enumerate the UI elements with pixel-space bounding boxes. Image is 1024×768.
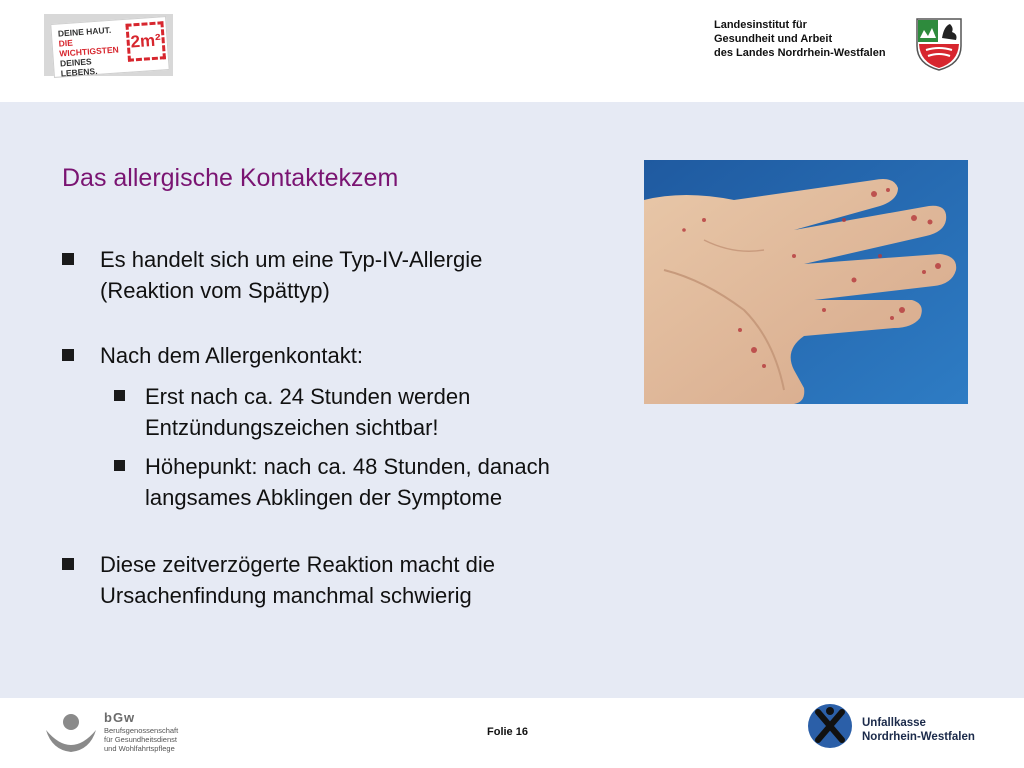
eczema-hand-photo [644,160,968,404]
institute-name-line1: Landesinstitut für [714,19,807,31]
bgw-subtitle-line1: Berufsgenossenschaft [104,726,179,735]
slide-number: Folie 16 [487,726,528,738]
bgw-subtitle-line2: für Gesundheitsdienst [104,735,177,744]
campaign-slogan [58,24,131,79]
bgw-subtitle [104,726,178,753]
bullet-text-line: (Reaktion vom Spättyp) [100,278,330,303]
nrw-crest-icon [914,16,964,72]
slide-title: Das allergische Kontaktekzem [62,164,399,192]
unfallkasse-symbol-icon [806,702,854,750]
sub-bullet-text-line: Entzündungszeichen sichtbar! [145,415,439,440]
institute-name-line3: des Landes Nordrhein-Westfalen [714,47,886,59]
bullet-text-line: Diese zeitverzögerte Reaktion macht die [100,552,495,577]
bullet-item [62,340,632,371]
bullet-list [62,244,632,645]
sub-bullet-item [114,381,632,443]
campaign-slogan-line1: DEINE HAUT. [57,24,112,39]
bullet-square-icon [114,460,125,471]
bullet-text-line: Nach dem Allergenkontakt: [100,343,363,368]
unfallkasse-name-line1: Unfallkasse [862,717,926,729]
bullet-square-icon [62,253,74,265]
campaign-logo-card [50,16,169,78]
unfallkasse-name-line2: Nordrhein-Westfalen [862,731,975,743]
bullet-item [62,244,632,306]
bullet-item [62,549,632,611]
institute-name [714,18,886,60]
campaign-badge: 2m² [125,21,166,62]
sub-bullet-text-line: Erst nach ca. 24 Stunden werden [145,384,471,409]
sub-bullet-text-line: Höhepunkt: nach ca. 48 Stunden, danach [145,454,550,479]
bgw-logo [44,708,204,756]
slide-content [0,102,1024,698]
bullet-square-icon [62,349,74,361]
bullet-square-icon [114,390,125,401]
sub-bullet-text-line: langsames Abklingen der Symptome [145,485,503,510]
bullet-text-line: Ursachenfindung manchmal schwierig [100,583,472,608]
unfallkasse-name [862,716,975,744]
bgw-symbol-icon [44,710,98,754]
footer [0,698,1024,768]
campaign-slogan-line3: DEINES LEBENS. [59,56,98,79]
bullet-text-line: Es handelt sich um eine Typ-IV-Allergie [100,247,483,272]
bgw-subtitle-line3: und Wohlfahrtspflege [104,744,175,753]
unfallkasse-logo [806,702,1006,758]
campaign-logo [44,14,173,79]
header [0,0,1024,102]
campaign-slogan-line2: DIE WICHTIGSTEN [58,37,120,59]
institute-name-line2: Gesundheit und Arbeit [714,33,833,45]
bgw-name: bGw [104,710,136,725]
sub-bullet-item [114,451,632,513]
bullet-square-icon [62,558,74,570]
